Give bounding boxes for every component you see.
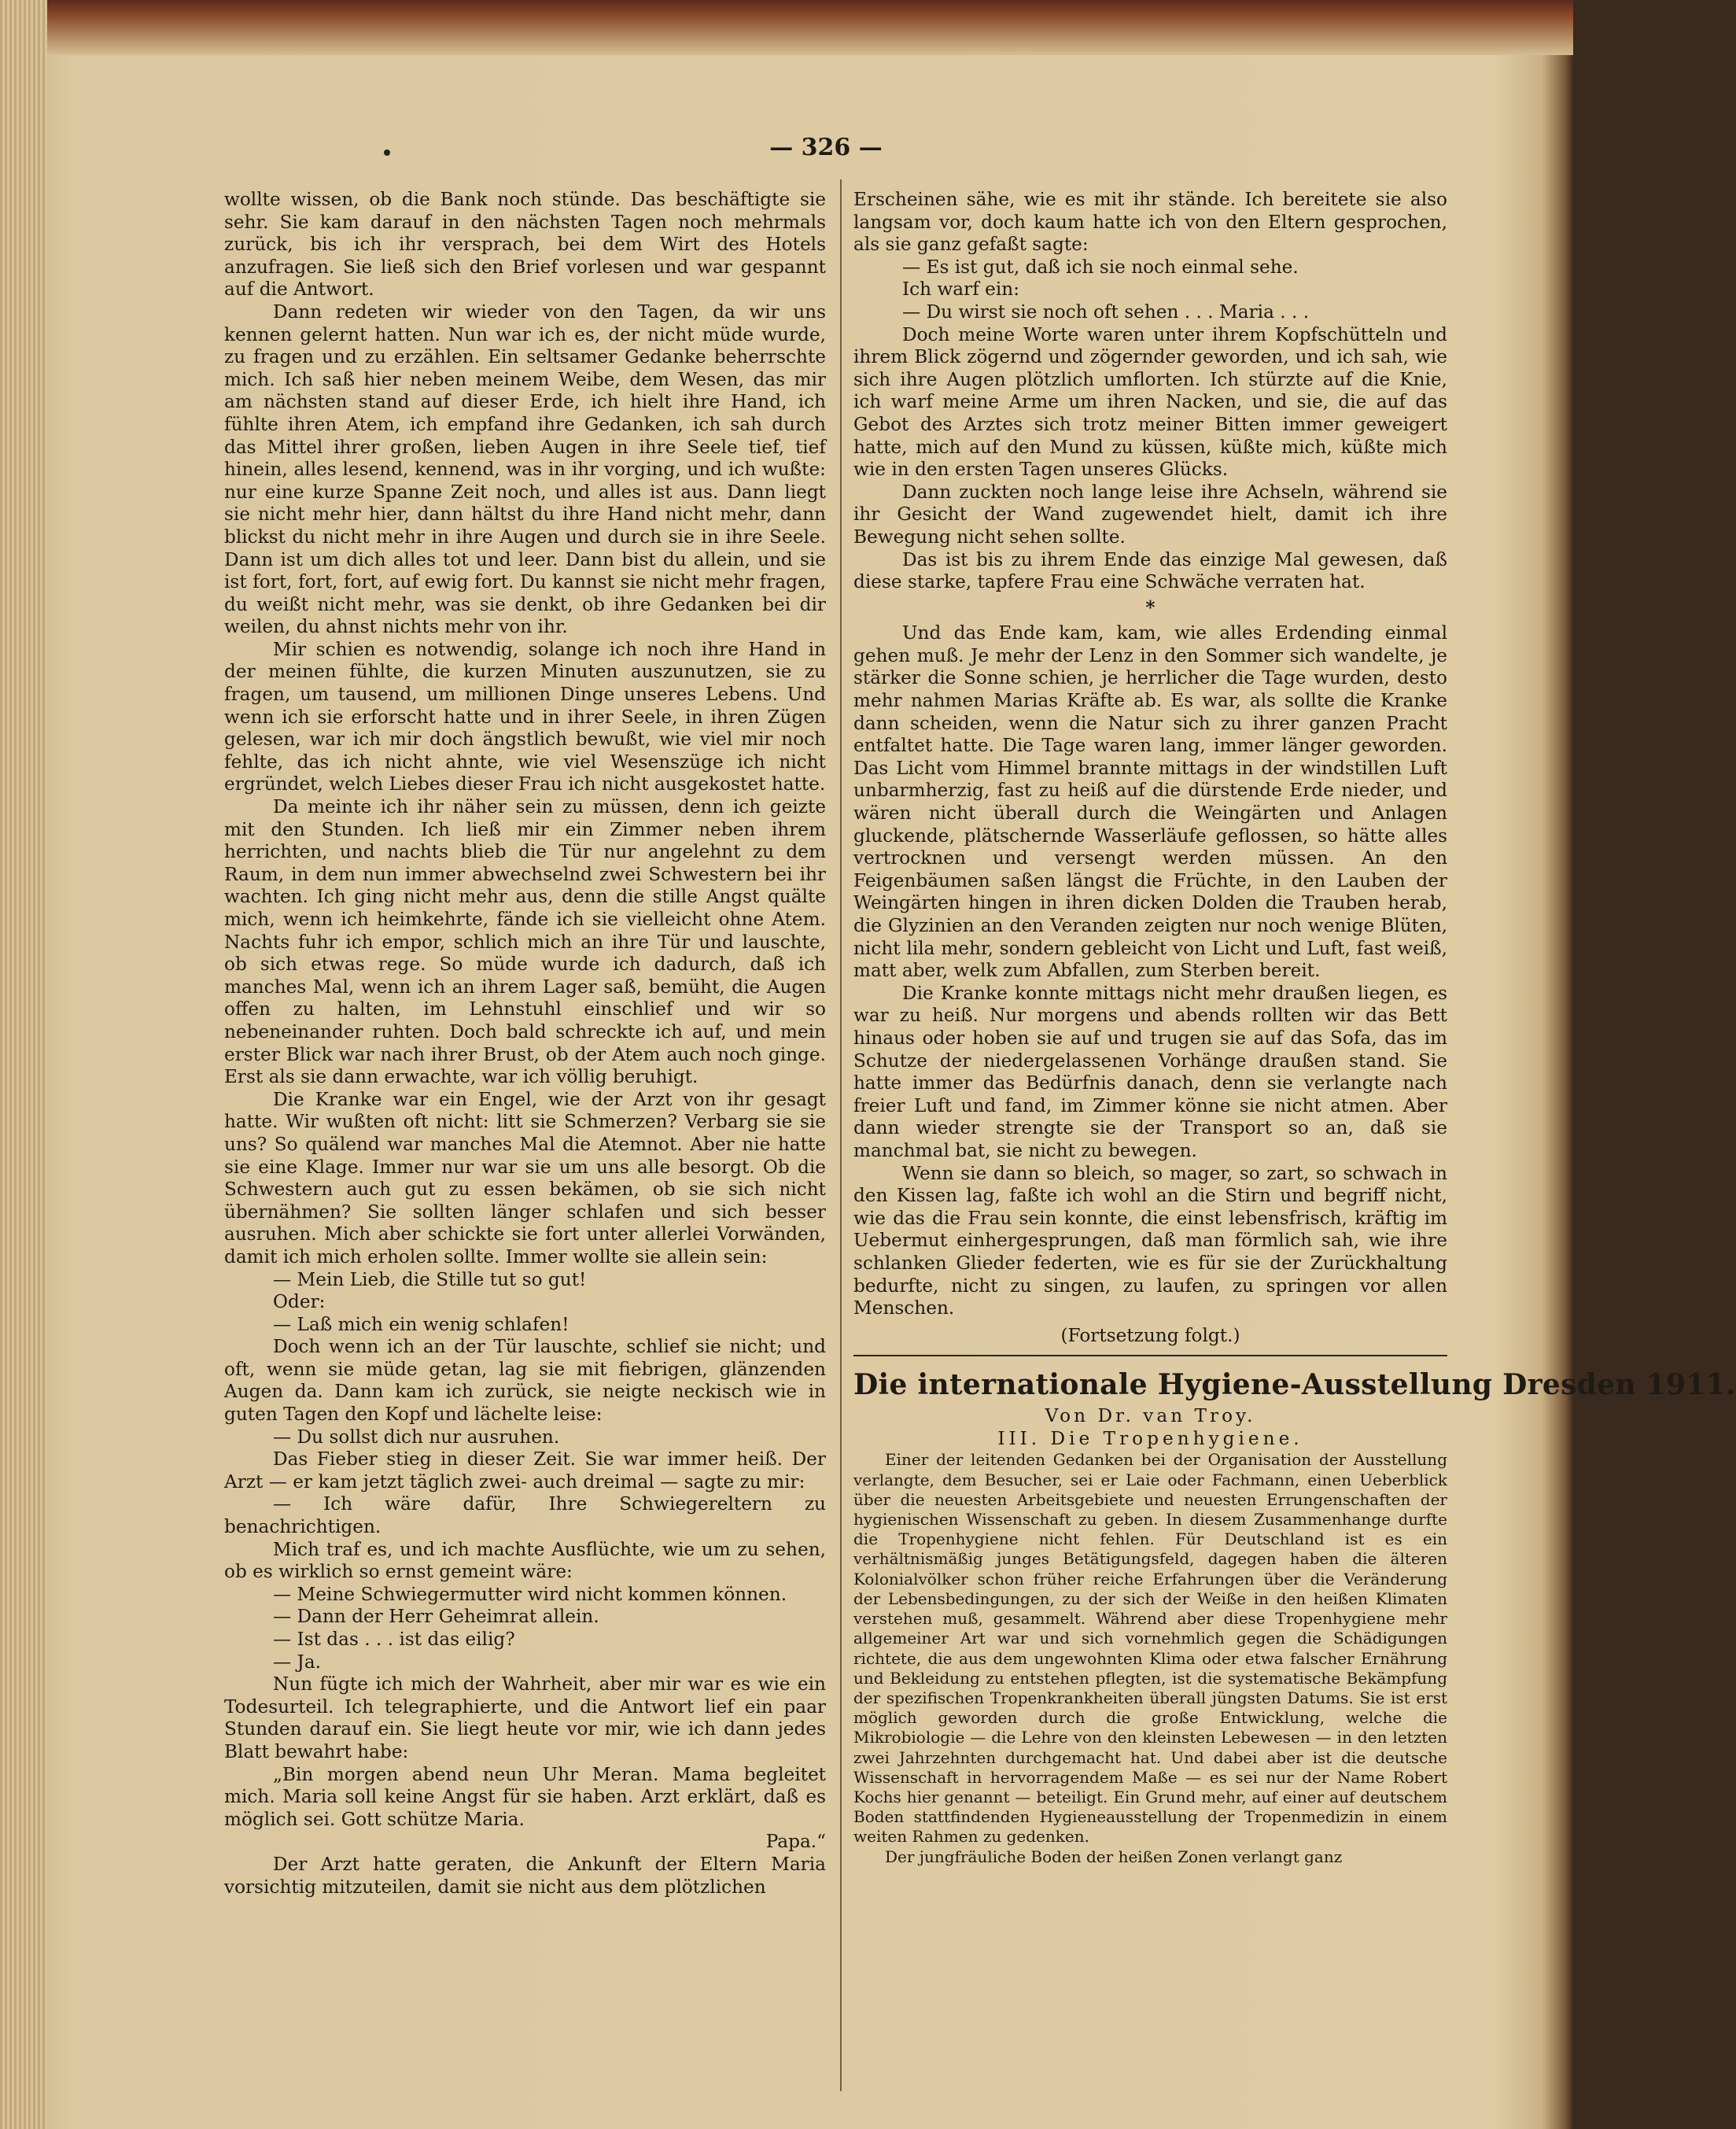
page-number: — 326 —	[769, 134, 883, 161]
left_column-paragraph: Der Arzt hatte geraten, die Ankunft der Eltern Maria vorsichtig mitzuteilen, damit sie nicht aus dem plötzlichen	[224, 1853, 826, 1898]
left_column-paragraph: — Ist das . . . ist das eilig?	[273, 1629, 515, 1650]
right_column-paragraph: Die Kranke konnte mittags nicht mehr draußen liegen, es war zu heiß. Nur morgens und abends rollten wir das Bett hinaus oder hoben sie auf und trugen sie auf das Sofa, das im Schutze der niedergelassenen Vorhänge draußen stand. Sie hatte immer das Bedürfnis danach, denn sie verlangte nach freier Luft und fand, im Zimmer könne sie nicht atmen. Aber dann wieder strengte sie der Transport so an, daß sie manchmal bat, sie nicht zu bewegen.	[853, 982, 1447, 1161]
right_column-paragraph: — Es ist gut, daß ich sie noch einmal sehe.	[902, 256, 1299, 278]
right_column-paragraph: Dann zuckten noch lange leise ihre Achseln, während sie ihr Gesicht der Wand zugewendet hielt, damit ich ihre Bewegung nicht sehen sollte.	[853, 481, 1447, 548]
column-divider	[840, 179, 842, 2091]
left_column-paragraph: — Mein Lieb, die Stille tut so gut!	[273, 1268, 587, 1290]
article-title: Die internationale Hygiene-Ausstellung Dresden 1911.	[853, 1368, 1736, 1402]
left_column-paragraph: — Du sollst dich nur ausruhen.	[273, 1426, 560, 1448]
left_column-paragraph: Oder:	[273, 1291, 326, 1313]
left_column-paragraph: — Dann der Herr Geheimrat allein.	[273, 1606, 599, 1628]
right_column-paragraph: Erscheinen sähe, wie es mit ihr stände. Ich bereitete sie also langsam vor, doch kaum hatte ich von den Eltern gesprochen, als sie ganz gefaßt sagte:	[853, 189, 1447, 256]
left_column-paragraph: Mich traf es, und ich machte Ausflüchte, wie um zu sehen, ob es wirklich so ernst gemeint wäre:	[224, 1538, 826, 1583]
book-spine-shadow	[0, 0, 1573, 55]
left_column-paragraph: — Ich wäre dafür, Ihre Schwiegereltern zu benachrichtigen.	[224, 1493, 826, 1538]
article-section-heading: III. Die Tropenhygiene.	[997, 1427, 1303, 1449]
left_column-paragraph: Das Fieber stieg in dieser Zeit. Sie war immer heiß. Der Arzt — er kam jetzt täglich zwei- auch dreimal — sagte zu mir:	[224, 1448, 826, 1493]
story-continuation	[853, 189, 1447, 1347]
left_column-paragraph: — Meine Schwiegermutter wird nicht kommen können.	[273, 1583, 787, 1605]
page-edge	[0, 0, 47, 2129]
left_column-paragraph: Nun fügte ich mich der Wahrheit, aber mir war es wie ein Todesurteil. Ich telegraphierte, und die Antwort lief ein paar Stunden darauf ein. Sie liegt heute vor mir, wie ich dann jedes Blatt bewahrt habe:	[224, 1673, 826, 1762]
right_column-paragraph: Ich warf ein:	[902, 279, 1020, 301]
right-column	[853, 189, 1736, 1867]
left_column-paragraph: Da meinte ich ihr näher sein zu müssen, denn ich geizte mit den Stunden. Ich ließ mir ein Zimmer neben ihrem herrichten, und nachts blieb die Tür nur angelehnt zu dem Raum, in dem nun immer abwechselnd zwei Schwestern bei ihr wachten. Ich ging nicht mehr aus, denn die stille Angst quälte mich, wenn ich heimkehrte, fände ich sie vielleicht ohne Atem. Nachts fuhr ich empor, schlich mich an ihre Tür und lauschte, ob sich etwas rege. So müde wurde ich dadurch, daß ich manches Mal, wenn ich an ihrem Lager saß, bemüht, die Augen offen zu halten, im Lehnstuhl einschlief und wir so nebeneinander ruhten. Doch bald schreckte ich auf, und mein erster Blick war nach ihrer Brust, ob der Atem auch noch ginge. Erst als sie dann erwachte, war ich völlig beruhigt.	[224, 796, 826, 1088]
left_column-paragraph: „Bin morgen abend neun Uhr Meran. Mama begleitet mich. Maria soll keine Angst für sie haben. Arzt erklärt, daß es möglich sei. Gott schütze Maria.	[224, 1763, 826, 1830]
right_column-paragraph: Wenn sie dann so bleich, so mager, so zart, so schwach in den Kissen lag, faßte ich wohl an die Stirn und begriff nicht, wie das die Frau sein konnte, die einst lebensfrisch, kräftig im Uebermut einhergesprungen, daß man förmlich sah, wie ihre schlanken Glieder federten, wie es für sie der Zurückhaltung bedurfte, nicht zu singen, zu laufen, zu springen vor allen Menschen.	[853, 1162, 1447, 1319]
right_column-paragraph: *	[1145, 596, 1155, 618]
left_column-paragraph: wollte wissen, ob die Bank noch stünde. Das beschäftigte sie sehr. Sie kam darauf in den nächsten Tagen noch mehrmals zurück, bis ich ihr versprach, bei dem Wirt des Hotels anzufragen. Sie ließ sich den Brief vorlesen und war gespannt auf die Antwort.	[224, 189, 826, 301]
article-paragraph: Einer der leitenden Gedanken bei der Organisation der Ausstellung verlangte, dem Besucher, sei er Laie oder Fachmann, einen Ueberblick über die neuesten Arbeitsgebiete und neuesten Errungenschaften der hygienischen Wissenschaft zu geben. In diesem Zusammenhange durfte die Tropenhygiene nicht fehlen. Für Deutschland ist es ein verhältnismäßig junges Betätigungsfeld, dagegen haben die älteren Kolonialvölker schon früher reiche Erfahrungen über die Veränderung der Lebensbedingungen, zu der sich der Weiße in den heißen Klimaten verstehen muß, gesammelt. Während aber diese Tropenhygiene mehr allgemeiner Art war und sich vornehmlich gegen die Schädigungen richtete, die aus dem ungewohnten Klima oder etwa falscher Ernährung und Bekleidung zu entstehen pflegten, ist die systematische Bekämpfung der spezifischen Tropenkrankheiten überall jüngsten Datums. Sie ist erst möglich geworden durch die große Entwicklung, welche die Mikrobiologie — die Lehre von den kleinsten Lebewesen — in den letzten zwei Jahrzehnten durchgemacht hat. Und dabei aber ist die deutsche Wissenschaft in hervorragendem Maße — es sei nur der Name Robert Kochs hier genannt — beteiligt. Ein Grund mehr, auf einer auf deutschem Boden stattfindenden Hygieneausstellung der Tropenmedizin in einem weiten Rahmen zu gedenken.	[853, 1450, 1447, 1847]
right_column-paragraph: — Du wirst sie noch oft sehen . . . Maria . . .	[902, 301, 1310, 323]
article-paragraph: Der jungfräuliche Boden der heißen Zonen verlangt ganz	[885, 1847, 1343, 1866]
left_column-paragraph: — Laß mich ein wenig schlafen!	[273, 1313, 569, 1335]
left-column	[224, 189, 826, 1898]
right_column-paragraph: Und das Ende kam, kam, wie alles Erdending einmal gehen muß. Je mehr der Lenz in den Sommer sich wandelte, je stärker die Sonne schien, je herrlicher die Tage wurden, desto mehr nahmen Marias Kräfte ab. Es war, als sollte die Kranke dann scheiden, wenn die Natur sich zu ihrer ganzen Pracht entfaltet hatte. Die Tage waren lang, immer länger geworden. Das Licht vom Himmel brannte mittags in der windstillen Luft unbarmherzig, fast zu heiß auf die dürstende Erde nieder, und wären nicht überall durch die Weingärten und Anlagen gluckende, plätschernde Wasserläufe geflossen, so hätte alles vertrocknen und versengt werden müssen. An den Feigenbäumen saßen längst die Früchte, in den Lauben der Weingärten hingen in ihren dicken Dolden die Trauben herab, die Glyzinien an den Veranden zeigten nur noch wenige Blüten, nicht lila mehr, sondern gebleicht von Licht und Luft, fast weiß, matt aber, welk zum Abfallen, zum Sterben bereit.	[853, 622, 1447, 982]
left_column-paragraph: Doch wenn ich an der Tür lauschte, schlief sie nicht; und oft, wenn sie müde getan, lag sie mit fiebrigen, glänzenden Augen da. Dann kam ich zurück, sie neigte neckisch wie in guten Tagen den Kopf und lächelte leise:	[224, 1336, 826, 1426]
left_column-paragraph: Papa.“	[765, 1831, 826, 1853]
left_column-paragraph: Die Kranke war ein Engel, wie der Arzt von ihr gesagt hatte. Wir wußten oft nicht: litt sie Schmerzen? Verbarg sie sie uns? So quälend war manches Mal die Atemnot. Aber nie hatte sie eine Klage. Immer nur war sie um uns alle besorgt. Ob die Schwestern auch gut zu essen bekämen, ob sie sich nicht übernähmen? Sie sollten länger schlafen und sich besser ausruhen. Mich aber schickte sie fort unter allerlei Vorwänden, damit ich mich erholen sollte. Immer wollte sie allein sein:	[224, 1088, 826, 1267]
left_column-paragraph: — Ja.	[273, 1651, 322, 1673]
article-separator	[853, 1355, 1447, 1356]
ink-dot	[384, 149, 390, 156]
left_column-paragraph: Mir schien es notwendig, solange ich noch ihre Hand in der meinen fühlte, die kurzen Minuten auszunutzen, sie zu fragen, um tausend, um millionen Dinge unseres Lebens. Und wenn ich sie erforscht hatte und in ihrer Seele, in ihren Zügen gelesen, war ich mir doch ängstlich bewußt, wie viel mir noch fehlte, das ich nicht ahnte, wie viel Wesenszüge ich nicht ergründet, welch Liebes dieser Frau ich nicht ausgekostet hatte.	[224, 638, 826, 795]
right_column-paragraph: Das ist bis zu ihrem Ende das einzige Mal gewesen, daß diese starke, tapfere Frau eine Schwäche verraten hat.	[853, 548, 1447, 593]
article-body	[853, 1450, 1447, 1866]
right_column-paragraph: Doch meine Worte waren unter ihrem Kopfschütteln und ihrem Blick zögernd und zögernder geworden, und ich sah, wie sich ihre Augen plötzlich umflorten. Ich stürzte auf die Knie, ich warf meine Arme um ihren Nacken, und sie, die auf das Gebot des Arztes sich trotz meiner Bitten immer geweigert hatte, mich auf den Mund zu küssen, küßte mich, küßte mich wie in den ersten Tagen unseres Glücks.	[853, 323, 1447, 481]
article-byline: Von Dr. van Troy.	[1045, 1405, 1256, 1427]
right_column-paragraph: (Fortsetzung folgt.)	[1060, 1324, 1240, 1346]
left_column-paragraph: Dann redeten wir wieder von den Tagen, da wir uns kennen gelernt hatten. Nun war ich es, der nicht müde wurde, zu fragen und zu erzählen. Ein seltsamer Gedanke beherrschte mich. Ich saß hier neben meinem Weibe, dem Wesen, das mir am nächsten stand auf dieser Erde, ich hielt ihre Hand, ich fühlte ihren Atem, ich empfand ihre Gedanken, ich sah durch das Mittel ihrer großen, lieben Augen in ihre Seele tief, tief hinein, alles lesend, kennend, was in ihr vorging, und ich wußte: nur eine kurze Spanne Zeit noch, und alles ist aus. Dann liegt sie nicht mehr hier, dann hältst du ihre Hand nicht mehr, dann blickst du nicht mehr in ihre Augen und durch sie in ihre Seele. Dann ist um dich alles tot und leer. Dann bist du allein, und sie ist fort, fort, fort, auf ewig fort. Du kannst sie nicht mehr fragen, du weißt nicht mehr, was sie denkt, ob ihre Gedanken bei dir weilen, du ahnst nichts mehr von ihr.	[224, 301, 826, 638]
